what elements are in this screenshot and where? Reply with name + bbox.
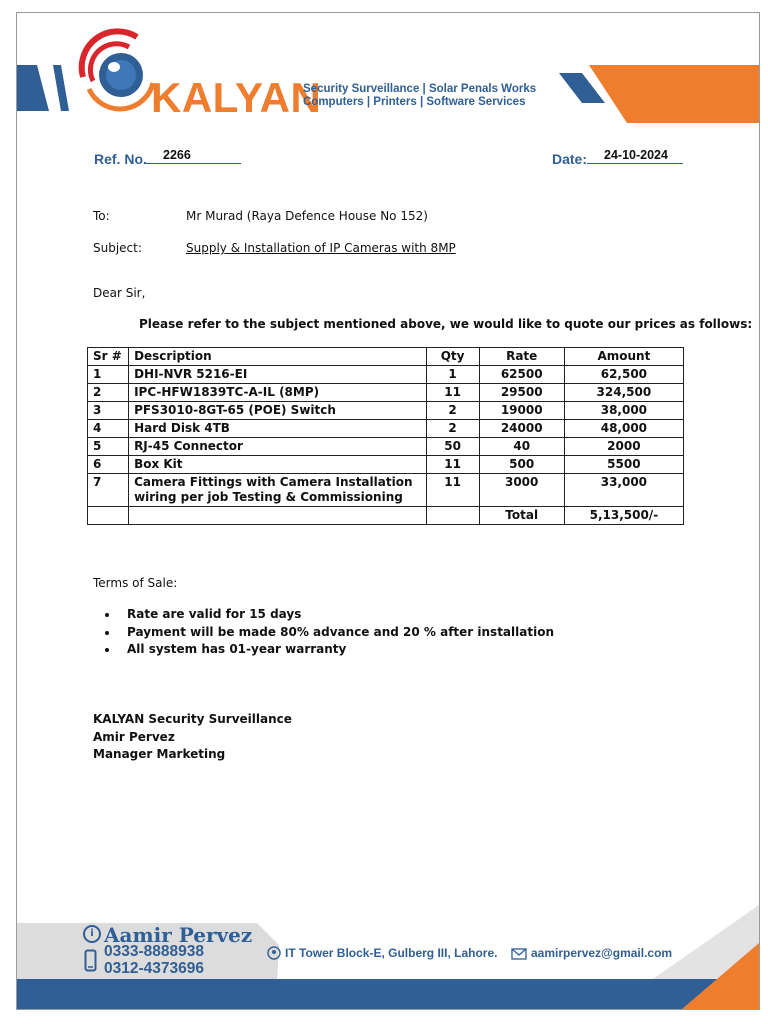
row-sr: 7 bbox=[88, 474, 129, 507]
email-icon bbox=[511, 948, 527, 960]
row-sr: 2 bbox=[88, 384, 129, 402]
header-left-thin-band bbox=[53, 65, 69, 111]
row-amount: 2000 bbox=[564, 438, 683, 456]
table-row bbox=[88, 366, 684, 384]
total-empty-sr bbox=[88, 507, 129, 525]
row-amount: 324,500 bbox=[564, 384, 683, 402]
tagline-line-1: Security Surveillance | Solar Penals Works bbox=[303, 83, 537, 95]
table-row bbox=[88, 456, 684, 474]
terms-item: • Payment will be made 80% advance and 20 % after installation bbox=[119, 624, 554, 642]
row-sr: 6 bbox=[88, 456, 129, 474]
row-description-line-2: wiring per job Testing & Commissioning bbox=[134, 490, 403, 504]
row-description-line-1: Camera Fittings with Camera Installation bbox=[134, 475, 413, 489]
footer-phone-1: 0333-8888938 bbox=[104, 943, 204, 960]
row-description: PFS3010-8GT-65 (POE) Switch bbox=[129, 402, 426, 420]
row-sr: 5 bbox=[88, 438, 129, 456]
row-qty: 1 bbox=[426, 366, 479, 384]
row-qty: 2 bbox=[426, 420, 479, 438]
subject-value: Supply & Installation of IP Cameras with 8MP bbox=[186, 241, 456, 255]
row-description: DHI-NVR 5216-EI bbox=[129, 366, 426, 384]
header-left-blue-band bbox=[17, 65, 49, 111]
signature-title: Manager Marketing bbox=[93, 747, 226, 761]
row-rate: 19000 bbox=[479, 402, 564, 420]
total-empty-qty bbox=[426, 507, 479, 525]
letterhead-page bbox=[16, 12, 760, 1010]
row-rate: 29500 bbox=[479, 384, 564, 402]
row-qty: 50 bbox=[426, 438, 479, 456]
row-amount: 38,000 bbox=[564, 402, 683, 420]
row-qty: 11 bbox=[426, 456, 479, 474]
table-header-row bbox=[88, 348, 684, 366]
row-amount: 48,000 bbox=[564, 420, 683, 438]
row-amount: 62,500 bbox=[564, 366, 683, 384]
row-amount: 33,000 bbox=[564, 474, 683, 507]
ref-no-value: 2266 bbox=[163, 148, 191, 162]
row-rate: 24000 bbox=[479, 420, 564, 438]
row-amount: 5500 bbox=[564, 456, 683, 474]
ref-no-line bbox=[145, 163, 241, 164]
date-line bbox=[587, 163, 683, 164]
intro-paragraph: Please refer to the subject mentioned above, we would like to quote our prices as follows: bbox=[139, 317, 753, 331]
terms-item: • Rate are valid for 15 days bbox=[119, 606, 554, 624]
table-row bbox=[88, 438, 684, 456]
quotation-table bbox=[87, 347, 684, 525]
total-label: Total bbox=[479, 507, 564, 525]
header-qty: Qty bbox=[426, 348, 479, 366]
row-rate: 500 bbox=[479, 456, 564, 474]
header-amount: Amount bbox=[564, 348, 683, 366]
total-empty-description bbox=[129, 507, 426, 525]
footer-email: aamirpervez@gmail.com bbox=[531, 946, 673, 960]
table-row bbox=[88, 402, 684, 420]
row-description: RJ-45 Connector bbox=[129, 438, 426, 456]
row-sr: 3 bbox=[88, 402, 129, 420]
row-sr: 1 bbox=[88, 366, 129, 384]
table-row bbox=[88, 474, 684, 507]
terms-item: • All system has 01-year warranty bbox=[119, 641, 554, 659]
signature-company: KALYAN Security Surveillance bbox=[93, 712, 292, 726]
footer-address: IT Tower Block-E, Gulberg III, Lahore. bbox=[285, 946, 498, 960]
greeting: Dear Sir, bbox=[93, 286, 146, 300]
footer-phone-2: 0312-4373696 bbox=[104, 960, 204, 977]
brand-name: KALYAN bbox=[151, 74, 322, 121]
kalyan-eye-logo-icon bbox=[75, 27, 161, 113]
date-label: Date: bbox=[552, 151, 588, 167]
row-rate: 62500 bbox=[479, 366, 564, 384]
row-qty: 11 bbox=[426, 474, 479, 507]
signature-name: Amir Pervez bbox=[93, 729, 175, 744]
subject-label: Subject: bbox=[93, 241, 142, 255]
header-sr: Sr # bbox=[88, 348, 129, 366]
tagline-line-2: Computers | Printers | Software Services bbox=[303, 96, 526, 108]
row-rate: 40 bbox=[479, 438, 564, 456]
header-right-orange-band bbox=[589, 65, 759, 123]
phone-icon bbox=[84, 949, 98, 973]
table-row bbox=[88, 384, 684, 402]
row-qty: 11 bbox=[426, 384, 479, 402]
date-value: 24-10-2024 bbox=[604, 148, 668, 162]
total-value: 5,13,500/- bbox=[564, 507, 683, 525]
ref-no-label: Ref. No. bbox=[94, 151, 147, 167]
to-value: Mr Murad (Raya Defence House No 152) bbox=[186, 209, 428, 223]
signature-block bbox=[93, 711, 292, 764]
terms-title: Terms of Sale: bbox=[93, 576, 178, 590]
row-description: Hard Disk 4TB bbox=[129, 420, 426, 438]
row-qty: 2 bbox=[426, 402, 479, 420]
row-description: Box Kit bbox=[129, 456, 426, 474]
user-icon: i bbox=[83, 925, 101, 943]
header-description: Description bbox=[129, 348, 426, 366]
table-row bbox=[88, 420, 684, 438]
location-icon bbox=[267, 946, 281, 960]
row-description: IPC-HFW1839TC-A-IL (8MP) bbox=[129, 384, 426, 402]
footer-blue-band bbox=[17, 979, 759, 1009]
table-total-row bbox=[88, 507, 684, 525]
footer-name: Aamir Pervez bbox=[104, 923, 253, 947]
row-description bbox=[129, 474, 426, 507]
row-sr: 4 bbox=[88, 420, 129, 438]
terms-list bbox=[105, 606, 554, 659]
row-rate: 3000 bbox=[479, 474, 564, 507]
header-rate: Rate bbox=[479, 348, 564, 366]
to-label: To: bbox=[93, 209, 110, 223]
